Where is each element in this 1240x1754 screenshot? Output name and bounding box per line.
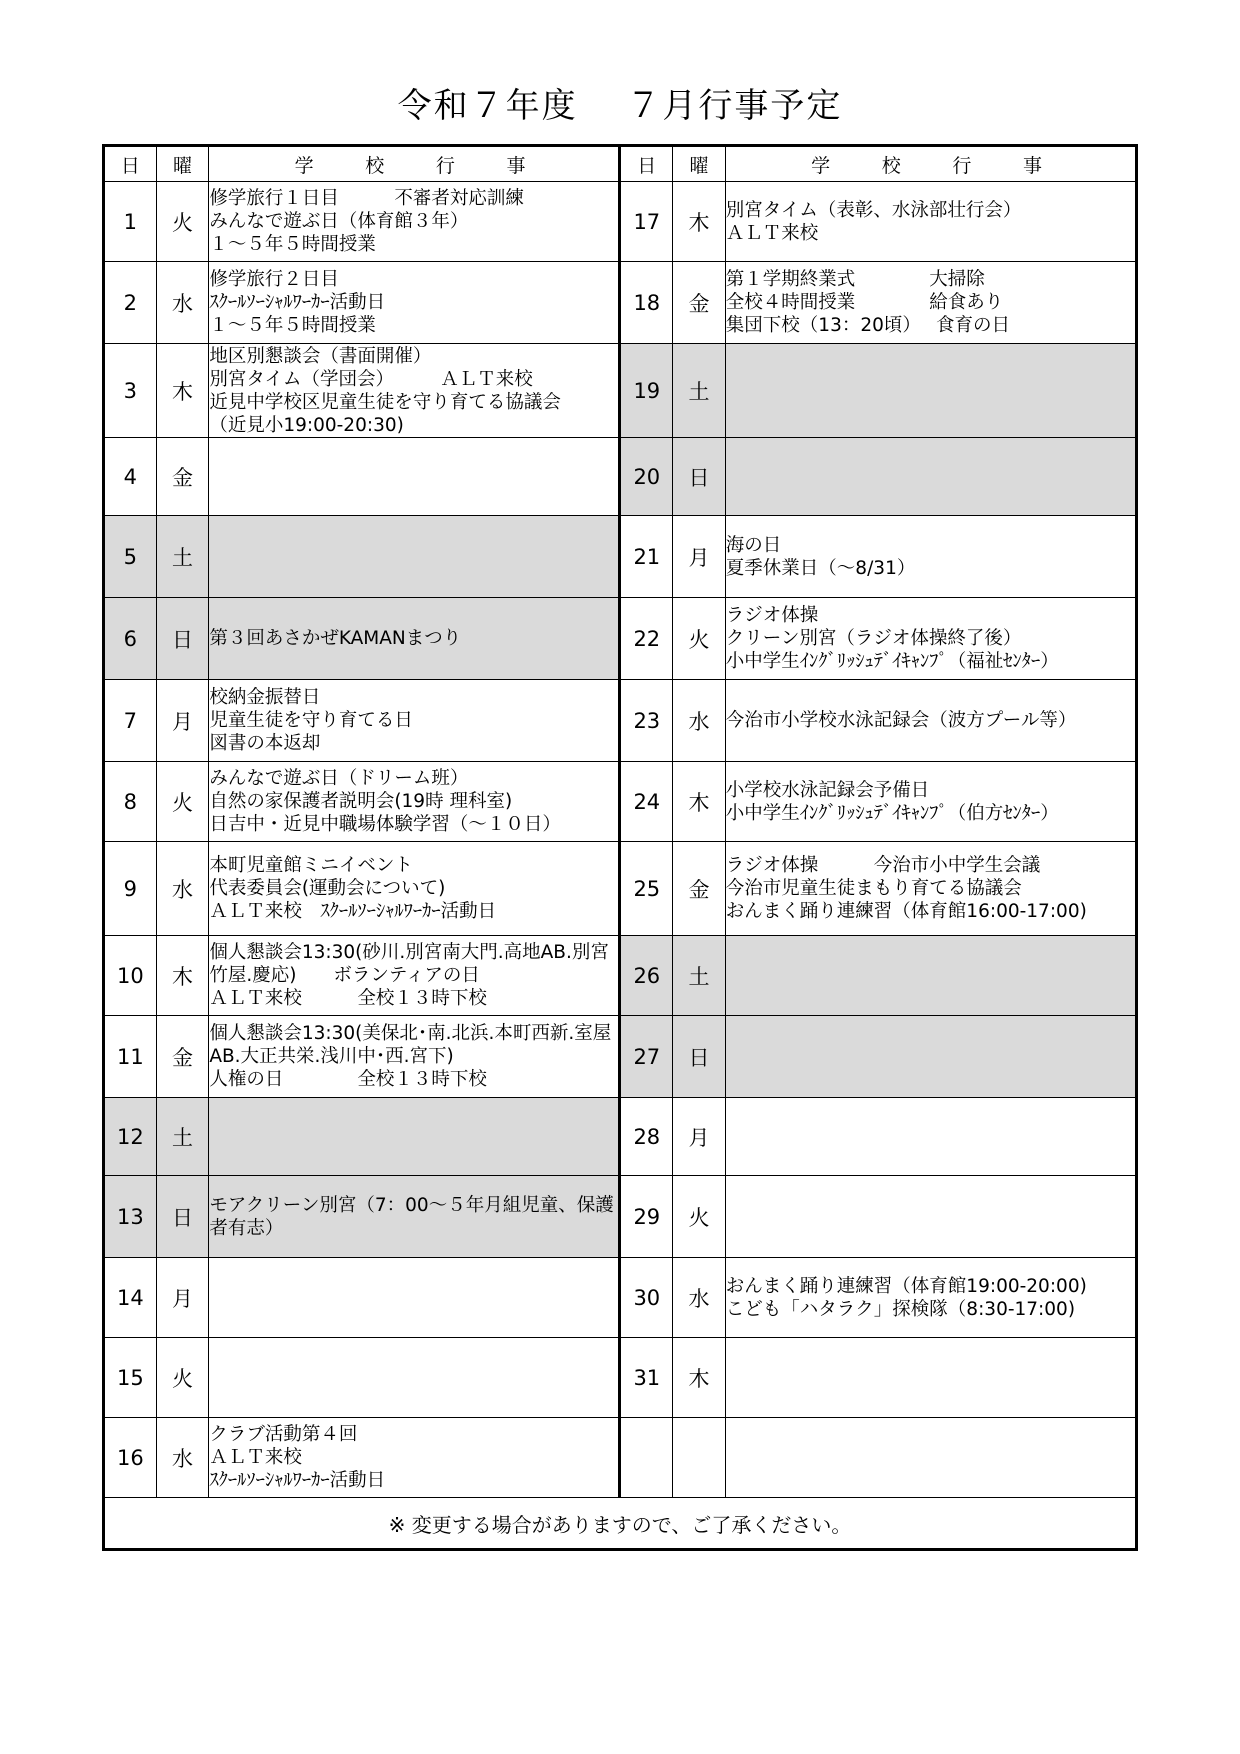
event-line: 個人懇談会13:30(砂川.別宮南大門.高地AB.別宮竹屋.慶応) ボランティアの日 bbox=[209, 942, 609, 986]
weekday-cell: 水 bbox=[673, 1258, 726, 1338]
event-line: 第１学期終業式 大掃除 bbox=[725, 269, 985, 290]
day-cell: 6 bbox=[104, 598, 157, 680]
table-row bbox=[104, 1176, 1137, 1258]
events-cell bbox=[209, 1338, 620, 1418]
header-day: 日 bbox=[620, 146, 673, 182]
day-cell: 26 bbox=[620, 936, 673, 1016]
event-line: 夏季休業日（～8/31） bbox=[725, 557, 916, 579]
events-cell bbox=[209, 262, 620, 344]
header-weekday: 曜 bbox=[673, 146, 726, 182]
event-line: モアクリーン別宮（7：00～５年月組児童、保護者有志） bbox=[209, 1194, 614, 1239]
weekday-cell: 土 bbox=[156, 1098, 209, 1176]
events-cell bbox=[725, 842, 1136, 936]
weekday-cell: 水 bbox=[673, 680, 726, 762]
weekday-cell: 火 bbox=[673, 1176, 726, 1258]
weekday-cell: 月 bbox=[673, 516, 726, 598]
event-line: 小中学生ｲﾝｸﾞﾘｯｼｭﾃﾞｲｷｬﾝﾌﾟ（福祉ｾﾝﾀｰ） bbox=[725, 651, 1059, 672]
weekday-cell: 月 bbox=[156, 680, 209, 762]
day-cell: 14 bbox=[104, 1258, 157, 1338]
events-cell bbox=[725, 598, 1136, 680]
event-line: 近見中学校区児童生徒を守り育てる協議会 bbox=[209, 391, 561, 413]
table-row bbox=[104, 936, 1137, 1016]
day-cell: 25 bbox=[620, 842, 673, 936]
table-row bbox=[104, 842, 1137, 936]
event-line: 第３回あさかぜKAMANまつり bbox=[209, 628, 462, 649]
event-line: こども「ハタラク」探検隊（8:30-17:00) bbox=[725, 1298, 1076, 1320]
weekday-cell: 火 bbox=[156, 1338, 209, 1418]
events-cell bbox=[209, 762, 620, 842]
events-cell bbox=[209, 182, 620, 262]
day-cell: 27 bbox=[620, 1016, 673, 1098]
weekday-cell: 日 bbox=[156, 1176, 209, 1258]
event-line: 小中学生ｲﾝｸﾞﾘｯｼｭﾃﾞｲｷｬﾝﾌﾟ（伯方ｾﾝﾀｰ） bbox=[725, 802, 1059, 824]
events-cell bbox=[209, 438, 620, 516]
event-line: 別宮タイム（表彰、水泳部壮行会） bbox=[725, 199, 1022, 221]
weekday-cell: 土 bbox=[673, 936, 726, 1016]
weekday-cell: 木 bbox=[673, 1338, 726, 1418]
events-cell bbox=[725, 1176, 1136, 1258]
header-day: 日 bbox=[104, 146, 157, 182]
event-line: 海の日 bbox=[725, 534, 782, 556]
table-row bbox=[104, 1418, 1137, 1498]
day-cell: 5 bbox=[104, 516, 157, 598]
day-cell: 3 bbox=[104, 344, 157, 438]
weekday-cell: 金 bbox=[156, 1016, 209, 1098]
day-cell: 17 bbox=[620, 182, 673, 262]
header-weekday: 曜 bbox=[156, 146, 209, 182]
day-cell: 21 bbox=[620, 516, 673, 598]
header-events: 学 校 行 事 bbox=[209, 146, 620, 182]
events-cell bbox=[209, 1176, 620, 1258]
event-line: おんまく踊り連練習（体育館19:00-20:00) bbox=[725, 1275, 1087, 1297]
table-row bbox=[104, 516, 1137, 598]
table-row bbox=[104, 1338, 1137, 1418]
weekday-cell: 火 bbox=[156, 182, 209, 262]
events-cell bbox=[725, 262, 1136, 344]
event-line: 本町児童館ミニイベント bbox=[209, 855, 413, 876]
events-cell bbox=[725, 516, 1136, 598]
events-cell bbox=[209, 680, 620, 762]
event-line: みんなで遊ぶ日（ドリーム班） bbox=[209, 768, 469, 789]
day-cell: 30 bbox=[620, 1258, 673, 1338]
events-cell bbox=[209, 344, 620, 438]
table-row bbox=[104, 438, 1137, 516]
day-cell: 29 bbox=[620, 1176, 673, 1258]
day-cell: 9 bbox=[104, 842, 157, 936]
schedule-table bbox=[102, 144, 1138, 1551]
weekday-cell: 水 bbox=[156, 262, 209, 344]
weekday-cell bbox=[673, 1418, 726, 1498]
day-cell: 1 bbox=[104, 182, 157, 262]
event-line: ラジオ体操 今治市小中学生会議 bbox=[725, 855, 1041, 876]
events-cell bbox=[209, 1098, 620, 1176]
event-line: 個人懇談会13:30(美保北･南.北浜.本町西新.室屋AB.大正共栄.浅川中･西.宮下) bbox=[209, 1023, 612, 1067]
day-cell: 8 bbox=[104, 762, 157, 842]
event-line: １～５年５時間授業 bbox=[209, 234, 376, 255]
events-cell bbox=[725, 438, 1136, 516]
event-line: 日吉中・近見中職場体験学習（～１０日） bbox=[209, 814, 561, 835]
weekday-cell: 木 bbox=[673, 182, 726, 262]
table-row bbox=[104, 762, 1137, 842]
weekday-cell: 火 bbox=[673, 598, 726, 680]
event-line: ＡＬＴ来校 bbox=[725, 222, 819, 244]
events-cell bbox=[209, 1418, 620, 1498]
event-line: ＡＬＴ来校 全校１３時下校 bbox=[209, 988, 487, 1009]
events-cell bbox=[725, 1258, 1136, 1338]
event-line: ラジオ体操 bbox=[725, 605, 819, 626]
events-cell bbox=[209, 842, 620, 936]
event-line: みんなで遊ぶ日（体育館３年） bbox=[209, 211, 469, 232]
events-cell bbox=[725, 680, 1136, 762]
events-cell bbox=[209, 516, 620, 598]
day-cell: 22 bbox=[620, 598, 673, 680]
weekday-cell: 土 bbox=[156, 516, 209, 598]
page-title: 令和７年度 ７月行事予定 bbox=[397, 86, 843, 126]
event-line: 地区別懇談会（書面開催） bbox=[209, 345, 432, 367]
event-line: おんまく踊り連練習（体育館16:00-17:00) bbox=[725, 901, 1087, 922]
event-line: 修学旅行２日目 bbox=[209, 269, 339, 290]
weekday-cell: 日 bbox=[673, 438, 726, 516]
event-line: クラブ活動第４回 bbox=[209, 1424, 358, 1445]
events-cell bbox=[725, 1016, 1136, 1098]
event-line: （近見小19:00-20:30) bbox=[209, 414, 404, 436]
weekday-cell: 土 bbox=[673, 344, 726, 438]
day-cell: 12 bbox=[104, 1098, 157, 1176]
event-line: 修学旅行１日目 不審者対応訓練 bbox=[209, 188, 524, 209]
events-cell bbox=[725, 1338, 1136, 1418]
day-cell: 2 bbox=[104, 262, 157, 344]
day-cell: 18 bbox=[620, 262, 673, 344]
day-cell: 23 bbox=[620, 680, 673, 762]
weekday-cell: 水 bbox=[156, 1418, 209, 1498]
day-cell: 28 bbox=[620, 1098, 673, 1176]
day-cell: 31 bbox=[620, 1338, 673, 1418]
event-line: 今治市児童生徒まもり育てる協議会 bbox=[725, 878, 1022, 899]
events-cell bbox=[725, 762, 1136, 842]
weekday-cell: 月 bbox=[156, 1258, 209, 1338]
event-line: 別宮タイム（学団会） ＡＬＴ来校 bbox=[209, 368, 533, 390]
event-line: ｽｸｰﾙｿｰｼｬﾙﾜｰｶｰ活動日 bbox=[209, 292, 386, 313]
event-line: ＡＬＴ来校 bbox=[209, 1447, 302, 1468]
weekday-cell: 水 bbox=[156, 842, 209, 936]
event-line: 集団下校（13：20頃） 食育の日 bbox=[725, 315, 1011, 336]
weekday-cell: 日 bbox=[156, 598, 209, 680]
day-cell: 11 bbox=[104, 1016, 157, 1098]
event-line: 人権の日 全校１３時下校 bbox=[209, 1069, 487, 1090]
table-row bbox=[104, 262, 1137, 344]
event-line: 校納金振替日 bbox=[209, 687, 321, 708]
day-cell: 15 bbox=[104, 1338, 157, 1418]
table-row bbox=[104, 680, 1137, 762]
event-line: クリーン別宮（ラジオ体操終了後） bbox=[725, 628, 1022, 649]
weekday-cell: 火 bbox=[156, 762, 209, 842]
weekday-cell: 木 bbox=[156, 936, 209, 1016]
event-line: ＡＬＴ来校 ｽｸｰﾙｿｰｼｬﾙﾜｰｶｰ活動日 bbox=[209, 901, 497, 922]
events-cell bbox=[725, 936, 1136, 1016]
event-line: 児童生徒を守り育てる日 bbox=[209, 710, 413, 731]
weekday-cell: 月 bbox=[673, 1098, 726, 1176]
events-cell bbox=[209, 1016, 620, 1098]
day-cell: 13 bbox=[104, 1176, 157, 1258]
weekday-cell: 日 bbox=[673, 1016, 726, 1098]
event-line: 小学校水泳記録会予備日 bbox=[725, 779, 930, 801]
event-line: ｽｸｰﾙｿｰｼｬﾙﾜｰｶｰ活動日 bbox=[209, 1470, 386, 1491]
events-cell bbox=[209, 936, 620, 1016]
table-row bbox=[104, 1016, 1137, 1098]
table-row bbox=[104, 182, 1137, 262]
events-cell bbox=[725, 182, 1136, 262]
events-cell bbox=[725, 1418, 1136, 1498]
day-cell: 4 bbox=[104, 438, 157, 516]
table-row bbox=[104, 344, 1137, 438]
day-cell: 20 bbox=[620, 438, 673, 516]
day-cell: 7 bbox=[104, 680, 157, 762]
event-line: 自然の家保護者説明会(19時 理科室) bbox=[209, 791, 513, 812]
table-row bbox=[104, 598, 1137, 680]
header-row bbox=[104, 146, 1137, 182]
events-cell bbox=[725, 1098, 1136, 1176]
day-cell: 19 bbox=[620, 344, 673, 438]
header-events: 学 校 行 事 bbox=[725, 146, 1136, 182]
weekday-cell: 木 bbox=[156, 344, 209, 438]
day-cell: 10 bbox=[104, 936, 157, 1016]
event-line: 全校４時間授業 給食あり bbox=[725, 292, 1004, 313]
day-cell: 16 bbox=[104, 1418, 157, 1498]
event-line: １～５年５時間授業 bbox=[209, 315, 376, 336]
event-line: 図書の本返却 bbox=[209, 733, 321, 754]
table-row bbox=[104, 1098, 1137, 1176]
footer-note: ※ 変更する場合がありますので、ご了承ください。 bbox=[104, 1498, 1137, 1550]
events-cell bbox=[209, 598, 620, 680]
table-row bbox=[104, 1258, 1137, 1338]
event-line: 今治市小学校水泳記録会（波方プール等） bbox=[725, 710, 1077, 731]
events-cell bbox=[209, 1258, 620, 1338]
footer-row bbox=[104, 1498, 1137, 1550]
weekday-cell: 金 bbox=[156, 438, 209, 516]
weekday-cell: 金 bbox=[673, 842, 726, 936]
event-line: 代表委員会(運動会について) bbox=[209, 878, 446, 899]
events-cell bbox=[725, 344, 1136, 438]
weekday-cell: 木 bbox=[673, 762, 726, 842]
day-cell: 24 bbox=[620, 762, 673, 842]
weekday-cell: 金 bbox=[673, 262, 726, 344]
day-cell bbox=[620, 1418, 673, 1498]
